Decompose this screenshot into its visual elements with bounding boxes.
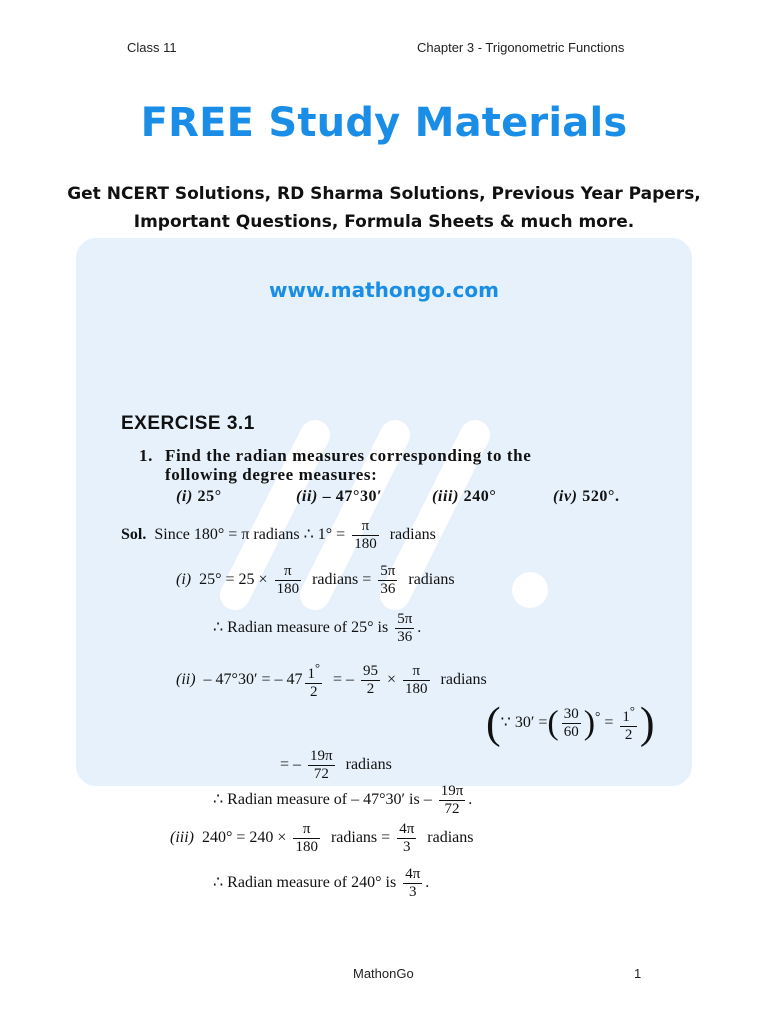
solution-intro: Sol. Since 180° = π radians ∴ 1° = $\frac{\pi}{180}$ radians xyxy=(121,518,436,552)
website-link[interactable]: www.mathongo.com xyxy=(269,278,499,302)
solution-iii-result: ∴ Radian measure of 240° is $\frac{4\pi}{3}$ . xyxy=(213,866,430,900)
header-chapter: Chapter 3 - Trigonometric Functions xyxy=(417,40,625,55)
solution-ii-final: = – $\frac{19\pi}{72}$ radians xyxy=(280,748,392,782)
promo-subtitle-line2: Important Questions, Formula Sheets & much more. xyxy=(133,212,635,232)
fraction-pi-180: $\frac{\pi}{180}$ xyxy=(354,518,377,552)
solution-i-result: ∴ Radian measure of 25° is $\frac{5\pi}{36}$ . xyxy=(213,611,422,645)
promo-title: FREE Study Materials xyxy=(140,100,628,146)
solution-ii-result: ∴ Radian measure of – 47°30′ is – $\frac{19\pi}{72}$ . xyxy=(213,783,473,817)
solution-iii: (iii) 240° = 240 × $\frac{\pi}{180}$ radians = $\frac{4\pi}{3}$ radians xyxy=(170,821,474,855)
footer-brand: MathonGo xyxy=(353,966,414,981)
promo-subtitle-line1: Get NCERT Solutions, RD Sharma Solutions, Previous Year Papers, xyxy=(67,184,701,204)
option-ii: (ii) – 47°30′ xyxy=(296,488,383,505)
question-number: 1. xyxy=(139,446,153,465)
solution-i: (i) 25° = 25 × $\frac{\pi}{180}$ radians = $\frac{5\pi}{36}$ radians xyxy=(176,563,455,597)
page-number: 1 xyxy=(634,966,642,981)
question-line1: Find the radian measures corresponding to the xyxy=(165,446,532,465)
because-note: (∵ 30′ =( $\frac{30}{60}$ )° = $\frac{1^\circ}{2}$ ) xyxy=(486,698,655,748)
solution-ii: (ii) – 47°30′ = – 47 $\frac{1^\circ}{2}$ = – $\frac{95}{2}$ × $\frac{\pi}{180}$ radians xyxy=(176,661,487,700)
header-class: Class 11 xyxy=(127,40,177,55)
option-i: (i) 25° xyxy=(176,488,222,505)
option-iv: (iv) 520°. xyxy=(553,488,620,505)
option-iii: (iii) 240° xyxy=(432,488,497,505)
sol-label: Sol. xyxy=(121,526,147,544)
exercise-heading: EXERCISE 3.1 xyxy=(121,413,255,434)
promo-subtitle xyxy=(60,180,708,236)
question-line2: following degree measures: xyxy=(165,465,378,484)
